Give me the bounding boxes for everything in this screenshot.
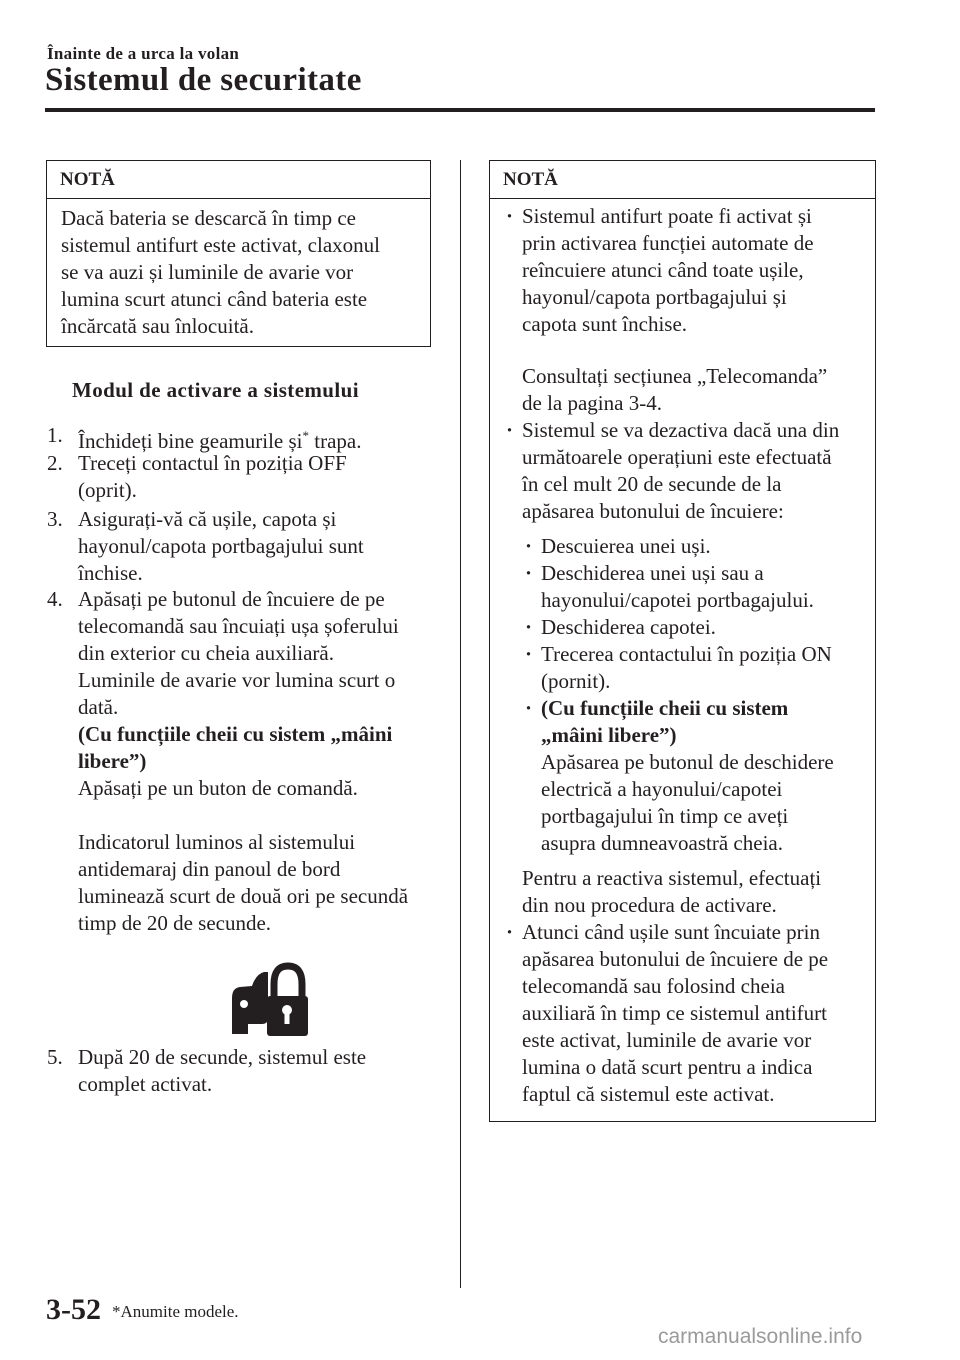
step-text: Luminile de avarie vor lumina scurt o bbox=[78, 668, 396, 692]
bullet-line: telecomandă sau folosind cheia bbox=[522, 974, 785, 998]
bullet-item bbox=[504, 203, 869, 417]
bullet-item bbox=[504, 417, 869, 525]
footnote: *Anumite modele. bbox=[112, 1302, 239, 1321]
bullet-line: Consultați secțiunea „Telecomanda” bbox=[522, 364, 828, 388]
step-text-tail: trapa. bbox=[309, 429, 362, 453]
note-body bbox=[490, 199, 875, 1108]
step-4 bbox=[47, 586, 442, 937]
step-number: 3. bbox=[47, 507, 63, 531]
sub-bullet-line: asupra dumneavoastră cheia. bbox=[541, 831, 783, 855]
step-text: închise. bbox=[78, 561, 143, 585]
step-text: timp de 20 de secunde. bbox=[78, 911, 272, 935]
reactivate-paragraph bbox=[504, 865, 869, 919]
bullet-line: · Atunci când ușile sunt încuiate prin bbox=[522, 920, 821, 944]
bullet-line: în cel mult 20 de secunde de la bbox=[522, 472, 782, 496]
bullet-line: apăsarea butonului de încuiere de pe bbox=[522, 947, 829, 971]
note-line: lumina scurt atunci când bateria este bbox=[61, 287, 368, 311]
note-line: sistemul antifurt este activat, claxonul bbox=[61, 233, 380, 257]
watermark: carmanualsonline.info bbox=[658, 1325, 863, 1348]
bullet-line: prin activarea funcției automate de bbox=[522, 231, 814, 255]
sub-bullet-item bbox=[504, 695, 869, 857]
sub-bullet-line: portbagajului în timp ce aveți bbox=[541, 804, 789, 828]
bullet-line: · Sistemul antifurt poate fi activat și bbox=[522, 204, 812, 228]
step-text: Asigurați-vă că ușile, capota și bbox=[78, 507, 337, 531]
bullet-line: hayonul/capota portbagajului și bbox=[522, 285, 787, 309]
step-3 bbox=[47, 506, 442, 587]
step-text: Treceți contactul în poziția OFF bbox=[78, 451, 347, 475]
sub-bullet-line: Apăsarea pe butonul de deschidere bbox=[541, 750, 834, 774]
step-number: 2. bbox=[47, 451, 63, 475]
bullet-line: faptul că sistemul este activat. bbox=[522, 1082, 775, 1106]
step-5 bbox=[47, 1044, 442, 1098]
section-title: Înainte de a urca la volan bbox=[47, 44, 240, 63]
bullet-line: este activat, luminile de avarie vor bbox=[522, 1028, 812, 1052]
sub-bullet-bold-line: „mâini libere”) bbox=[541, 723, 677, 747]
step-text: din exterior cu cheia auxiliară. bbox=[78, 641, 334, 665]
step-text: telecomandă sau încuiați ușa șoferului bbox=[78, 614, 399, 638]
note-heading: NOTĂ bbox=[47, 161, 430, 199]
note-box-right bbox=[489, 160, 876, 1122]
step-text: Apăsați pe butonul de încuiere de pe bbox=[78, 587, 385, 611]
bullet-line: capota sunt închise. bbox=[522, 312, 688, 336]
chapter-title: Sistemul de securitate bbox=[45, 62, 362, 98]
step-text: antidemaraj din panoul de bord bbox=[78, 857, 341, 881]
bullet-line: lumina o dată scurt pentru a indica bbox=[522, 1055, 813, 1079]
bullet-line: auxiliară în timp ce sistemul antifurt bbox=[522, 1001, 828, 1025]
note-body bbox=[47, 199, 430, 340]
step-text: luminează scurt de două ori pe secundă bbox=[78, 884, 409, 908]
sub-bullet-line: · Deschiderea capotei. bbox=[541, 615, 716, 639]
paragraph-line: Pentru a reactiva sistemul, efectuați bbox=[522, 866, 822, 890]
note-line: se va auzi și luminile de avarie vor bbox=[61, 260, 354, 284]
page-number: 3-52 bbox=[46, 1293, 101, 1326]
note-line: încărcată sau înlocuită. bbox=[61, 314, 254, 338]
security-indicator-icon bbox=[228, 958, 308, 1036]
sub-bullet-item bbox=[504, 560, 869, 614]
note-heading: NOTĂ bbox=[490, 161, 875, 199]
note-box-left bbox=[46, 160, 431, 347]
header-rule bbox=[45, 108, 875, 112]
bullet-item bbox=[504, 919, 869, 1108]
step-text: Indicatorul luminos al sistemului bbox=[78, 830, 356, 854]
step-text: (oprit). bbox=[78, 478, 137, 502]
step-text: dată. bbox=[78, 695, 119, 719]
sub-bullet-item bbox=[504, 614, 869, 641]
step-number: 5. bbox=[47, 1045, 63, 1069]
bullet-line: reîncuiere atunci când toate ușile, bbox=[522, 258, 804, 282]
footnote-marker: * bbox=[302, 428, 310, 443]
sub-bullet-line: · Trecerea contactului în poziția ON bbox=[541, 642, 832, 666]
step-number: 4. bbox=[47, 587, 63, 611]
sub-bullet-line: hayonului/capotei portbagajului. bbox=[541, 588, 814, 612]
note-line: Dacă bateria se descarcă în timp ce bbox=[61, 206, 356, 230]
bullet-line: de la pagina 3-4. bbox=[522, 391, 662, 415]
step-text: complet activat. bbox=[78, 1072, 213, 1096]
paragraph-line: din nou procedura de activare. bbox=[522, 893, 777, 917]
sub-bullet-item bbox=[504, 641, 869, 695]
step-bold-text: (Cu funcțiile cheii cu sistem „mâini bbox=[78, 722, 393, 746]
sub-bullet-bold-line: · (Cu funcțiile cheii cu sistem bbox=[541, 696, 789, 720]
procedure-title: Modul de activare a sistemului bbox=[72, 378, 359, 402]
step-number: 1. bbox=[47, 423, 63, 447]
column-divider bbox=[460, 160, 461, 1288]
bullet-line: · Sistemul se va dezactiva dacă una din bbox=[522, 418, 840, 442]
step-text: Apăsați pe un buton de comandă. bbox=[78, 776, 358, 800]
step-text: hayonul/capota portbagajului sunt bbox=[78, 534, 364, 558]
sub-bullet-line: (pornit). bbox=[541, 669, 611, 693]
step-text: Închideți bine geamurile și bbox=[78, 429, 303, 453]
sub-bullet-line: electrică a hayonului/capotei bbox=[541, 777, 783, 801]
step-bold-text: libere”) bbox=[78, 749, 147, 773]
step-text: După 20 de secunde, sistemul este bbox=[78, 1045, 367, 1069]
bullet-line: apăsarea butonului de încuiere: bbox=[522, 499, 784, 523]
sub-bullet-line: · Deschiderea unei uși sau a bbox=[541, 561, 764, 585]
sub-bullet-item bbox=[504, 533, 869, 560]
bullet-line: următoarele operațiuni este efectuată bbox=[522, 445, 832, 469]
step-2 bbox=[47, 450, 442, 504]
sub-bullet-line: · Descuierea unei uși. bbox=[541, 534, 711, 558]
